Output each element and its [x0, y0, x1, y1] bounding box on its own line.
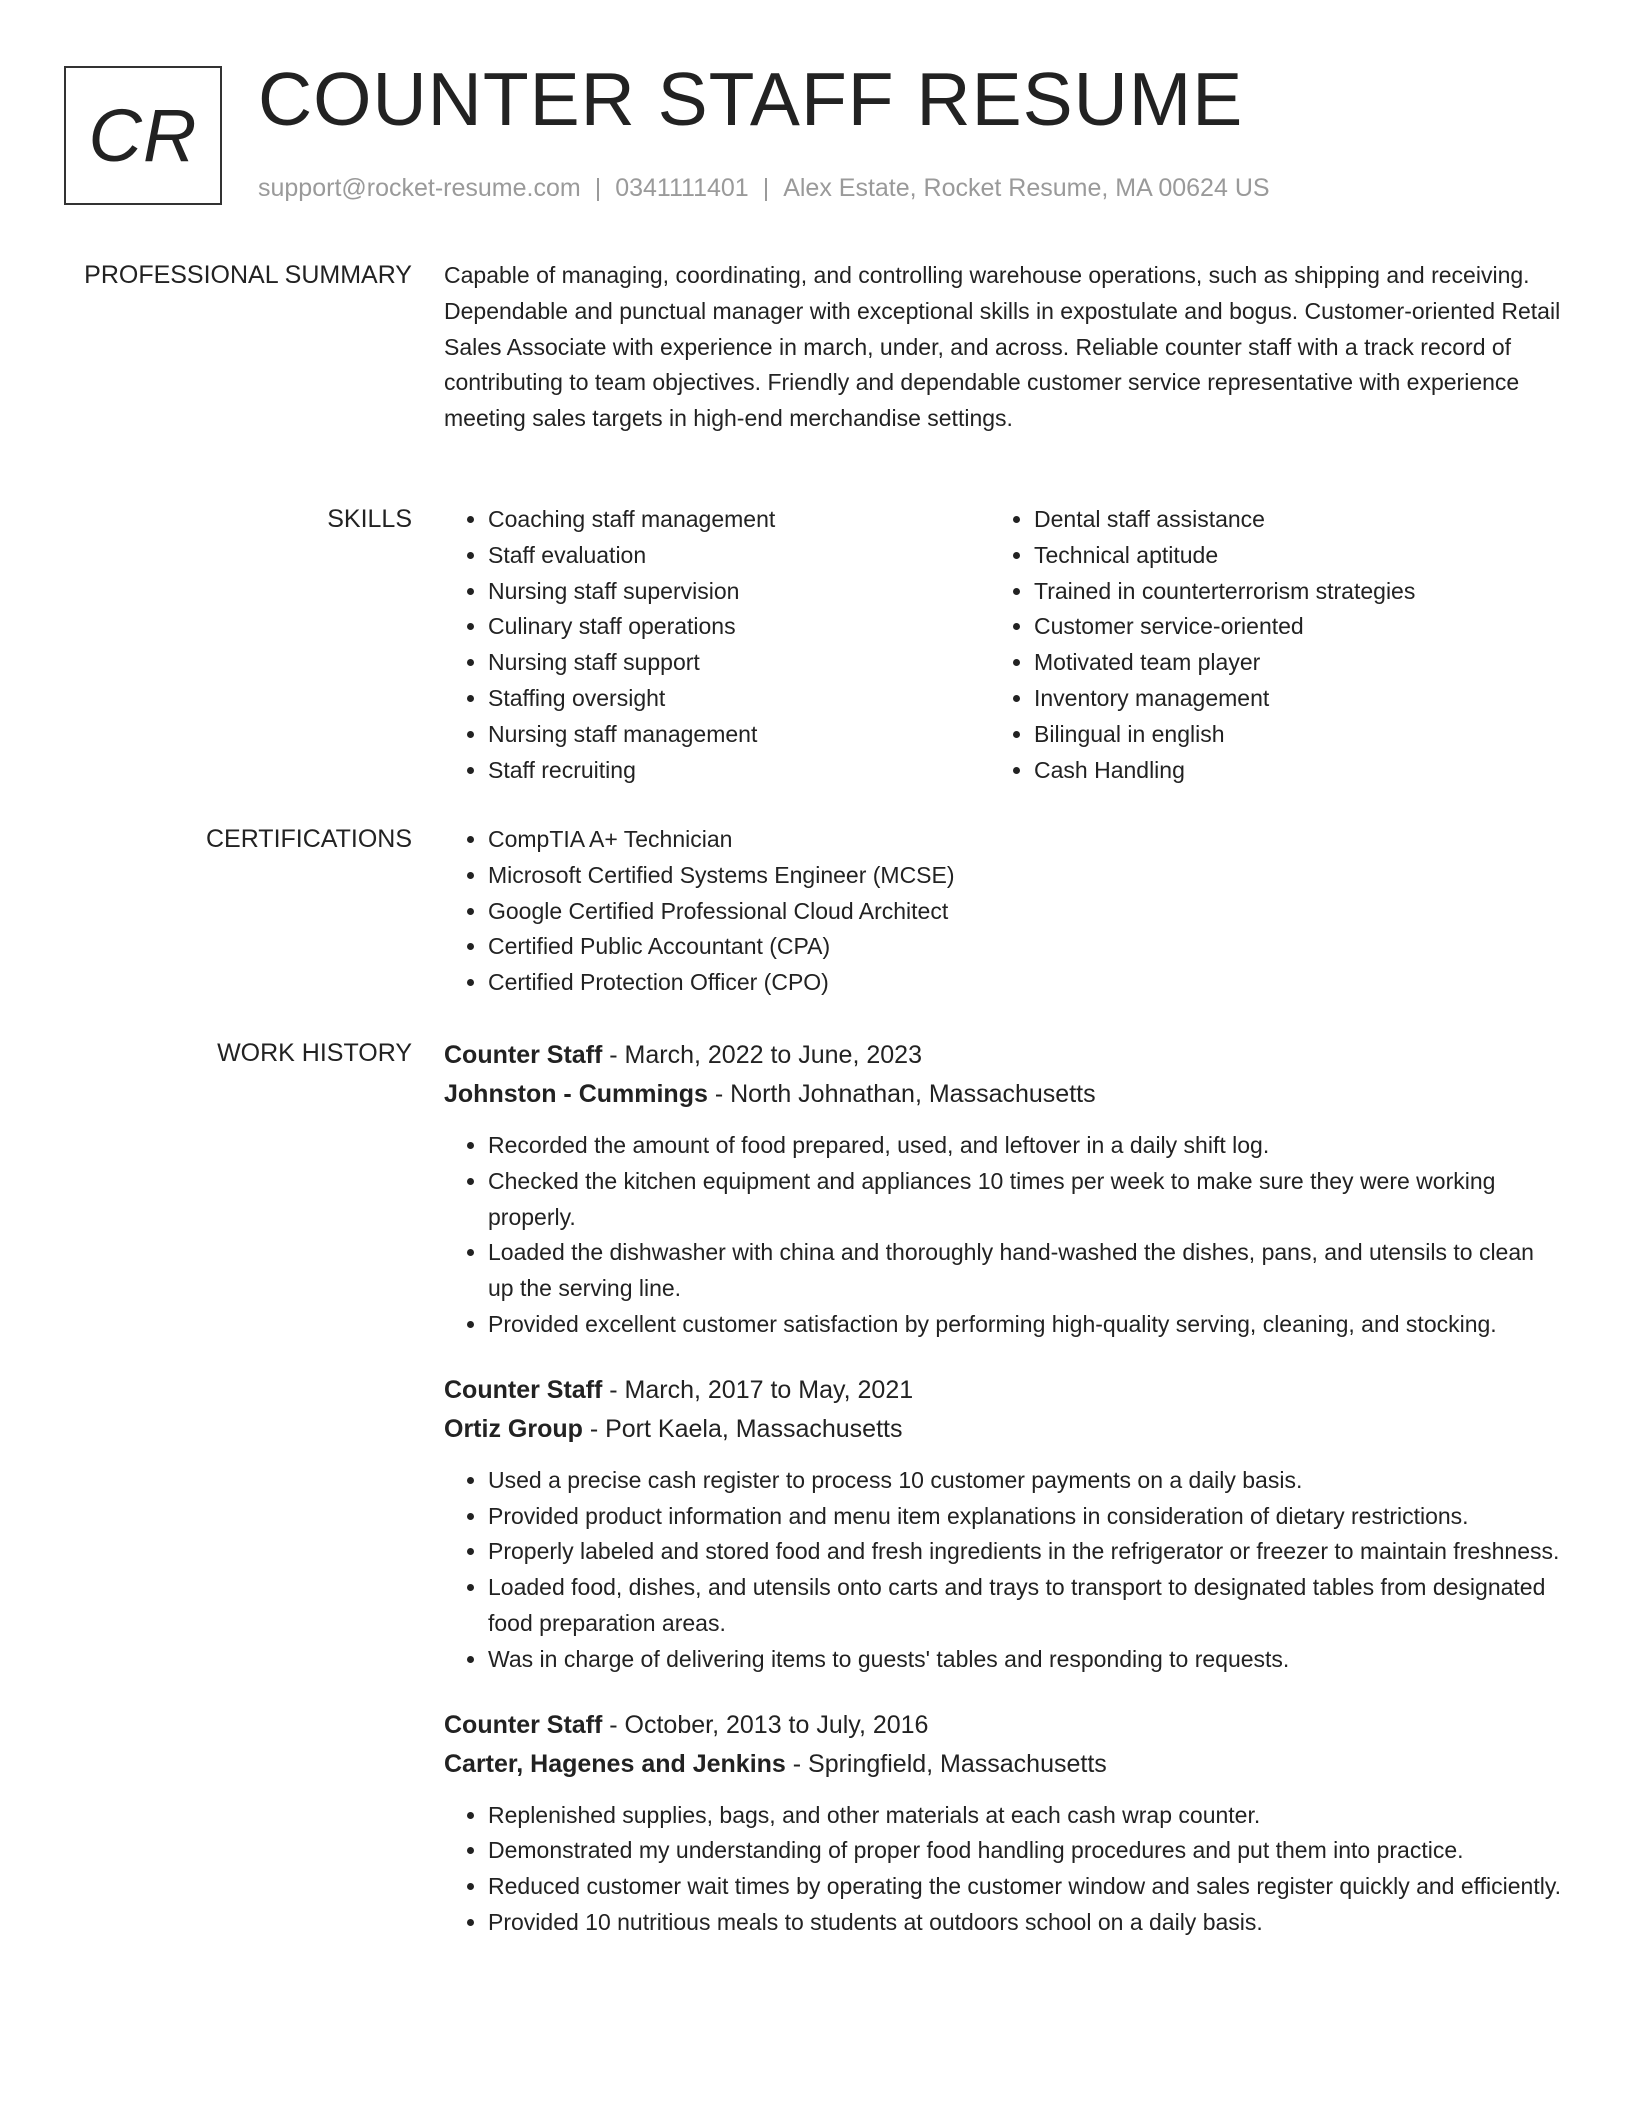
- job-duty: • Provided 10 nutritious meals to students at outdoors school on a daily basis.: [488, 1905, 1564, 1941]
- certification-item: • Microsoft Certified Systems Engineer (MCSE): [488, 858, 1564, 894]
- skill-item: • Cash Handling: [1034, 753, 1550, 789]
- job-duty: • Loaded the dishwasher with china and thoroughly hand-washed the dishes, pans, and utensils to clean up the serving line.: [488, 1235, 1564, 1307]
- section-label-work-history: WORK HISTORY: [217, 1039, 412, 1067]
- job-duty: • Provided product information and menu item explanations in consideration of dietary restrictions.: [488, 1499, 1564, 1535]
- skill-item: • Technical aptitude: [1034, 538, 1550, 574]
- section-label-skills: SKILLS: [327, 505, 412, 533]
- job-dates: - October, 2013 to July, 2016: [602, 1710, 929, 1739]
- job-duties-list: [444, 1463, 1564, 1678]
- job-duty: • Provided excellent customer satisfaction by performing high-quality serving, cleaning, and stocking.: [488, 1307, 1564, 1343]
- job-duties-list: [444, 1798, 1564, 1941]
- job-location: - Port Kaela, Massachusetts: [582, 1414, 903, 1443]
- skill-item: • Bilingual in english: [1034, 717, 1550, 753]
- job-dates: - March, 2022 to June, 2023: [602, 1041, 922, 1069]
- skill-item: • Trained in counterterrorism strategies: [1034, 574, 1550, 610]
- contact-line: [258, 174, 1270, 203]
- job-title: Counter Staff: [444, 1710, 603, 1739]
- monogram-initials: CR: [88, 94, 198, 177]
- job-title: Counter Staff: [444, 1041, 603, 1069]
- job-duty: • Recorded the amount of food prepared, used, and leftover in a daily shift log.: [488, 1128, 1564, 1164]
- contact-separator: |: [762, 174, 770, 202]
- skills-body: [444, 502, 1564, 822]
- skill-item: • Customer service-oriented: [1034, 609, 1550, 645]
- job-title-line: [444, 1706, 1564, 1745]
- contact-phone: 0341111401: [615, 174, 749, 202]
- job-company: Johnston - Cummings: [444, 1080, 708, 1108]
- skill-item: • Staffing oversight: [488, 681, 990, 717]
- job-company-line: [444, 1745, 1564, 1784]
- job-duty: • Reduced customer wait times by operating the customer window and sales register quickly and efficiently.: [488, 1869, 1564, 1905]
- certification-item: • Certified Public Accountant (CPA): [488, 929, 1564, 965]
- job-location: - North Johnathan, Massachusetts: [707, 1080, 1096, 1108]
- section-label-certifications: CERTIFICATIONS: [205, 825, 412, 853]
- skill-item: • Motivated team player: [1034, 645, 1550, 681]
- summary-text: Capable of managing, coordinating, and controlling warehouse operations, such as shipping and receiving. Dependable and punctual manager with exceptional skills in expostulate and bogus. Customer-oriented Retail Sales Associate with experience in march, under, and across. Reliable counter staff with a track record of contributing to team objectives. Friendly and dependable customer service representative with experience meeting sales targets in high-end merchandise settings.: [444, 262, 1561, 432]
- skills-columns: [444, 502, 1564, 822]
- certification-item: • CompTIA A+ Technician: [488, 822, 1564, 858]
- skill-item: • Staff evaluation: [488, 538, 990, 574]
- job-duty: • Checked the kitchen equipment and appliances 10 times per week to make sure they were working properly.: [488, 1164, 1564, 1236]
- skill-item: • Culinary staff operations: [488, 609, 990, 645]
- certifications-list: [444, 822, 1564, 1001]
- job-company-line: [444, 1075, 1564, 1114]
- skills-column-right: [990, 502, 1550, 788]
- job-duty: • Loaded food, dishes, and utensils onto carts and trays to transport to designated tables from designated food preparation areas.: [488, 1570, 1564, 1642]
- certification-item: • Google Certified Professional Cloud Architect: [488, 894, 1564, 930]
- job-duties-list: [444, 1128, 1564, 1343]
- skill-item: • Nursing staff management: [488, 717, 990, 753]
- job-company: Ortiz Group: [444, 1414, 583, 1443]
- job-dates: - March, 2017 to May, 2021: [602, 1375, 914, 1404]
- job-entry: [444, 1371, 1564, 1678]
- skill-item: • Inventory management: [1034, 681, 1550, 717]
- skills-column-left: [444, 502, 990, 788]
- resume-title: COUNTER STAFF RESUME: [258, 57, 1244, 141]
- skill-item: • Coaching staff management: [488, 502, 990, 538]
- job-title-line: [444, 1036, 1564, 1075]
- section-label-summary: PROFESSIONAL SUMMARY: [84, 261, 412, 289]
- job-company: Carter, Hagenes and Jenkins: [444, 1749, 786, 1778]
- skills-list-left: [444, 502, 990, 788]
- job-entry: [444, 1706, 1564, 1941]
- work-history-body: [444, 1036, 1564, 1969]
- job-title: Counter Staff: [444, 1375, 603, 1404]
- contact-email: support@rocket-resume.com: [258, 174, 581, 202]
- monogram-box: [64, 66, 222, 205]
- job-duty: • Was in charge of delivering items to guests' tables and responding to requests.: [488, 1642, 1564, 1678]
- job-company-line: [444, 1410, 1564, 1449]
- skill-item: • Nursing staff support: [488, 645, 990, 681]
- certification-item: • Certified Protection Officer (CPO): [488, 965, 1564, 1001]
- skill-item: • Dental staff assistance: [1034, 502, 1550, 538]
- job-duty: • Properly labeled and stored food and fresh ingredients in the refrigerator or freezer to maintain freshness.: [488, 1534, 1564, 1570]
- job-location: - Springfield, Massachusetts: [785, 1749, 1107, 1778]
- skill-item: • Nursing staff supervision: [488, 574, 990, 610]
- certifications-body: [444, 822, 1564, 1001]
- skills-list-right: [990, 502, 1550, 788]
- job-duty: • Demonstrated my understanding of proper food handling procedures and put them into practice.: [488, 1833, 1564, 1869]
- skill-item: • Staff recruiting: [488, 753, 990, 789]
- job-title-line: [444, 1371, 1564, 1410]
- job-duty: • Used a precise cash register to process 10 customer payments on a daily basis.: [488, 1463, 1564, 1499]
- job-entry: [444, 1036, 1564, 1343]
- job-duty: • Replenished supplies, bags, and other materials at each cash wrap counter.: [488, 1798, 1564, 1834]
- contact-address: Alex Estate, Rocket Resume, MA 00624 US: [783, 174, 1270, 202]
- contact-separator: |: [594, 174, 602, 202]
